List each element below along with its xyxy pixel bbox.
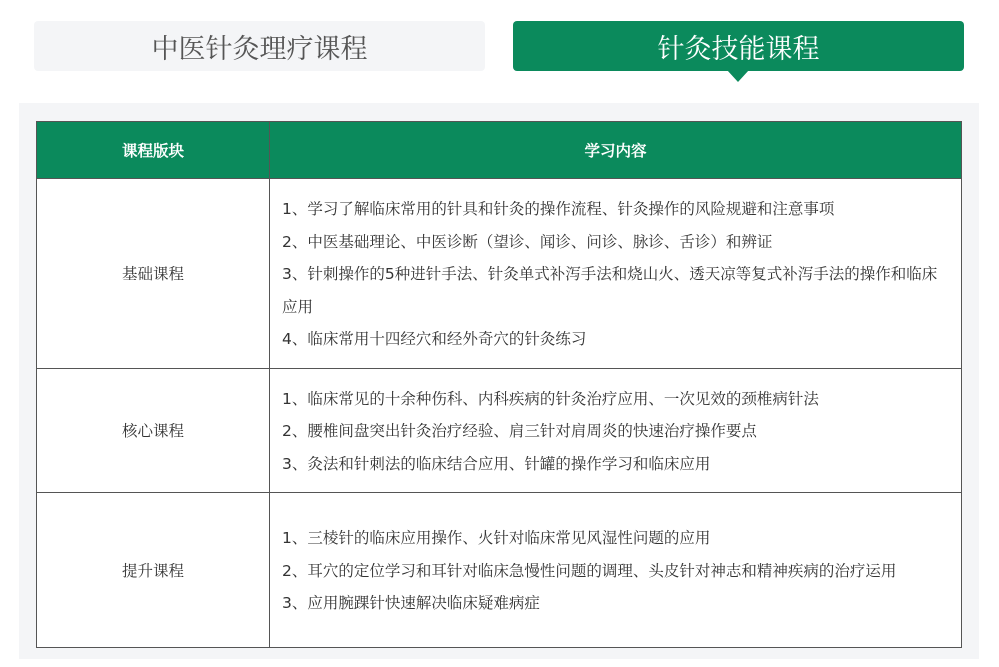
active-tab-pointer-icon — [727, 70, 749, 82]
list-item: 4、临床常用十四经穴和经外奇穴的针灸练习 — [282, 330, 587, 348]
section-content — [270, 368, 962, 493]
course-table — [36, 121, 962, 648]
list-item: 3、灸法和针刺法的临床结合应用、针罐的操作学习和临床应用 — [282, 454, 711, 473]
tab-acupuncture-skills[interactable] — [513, 21, 964, 71]
table-row — [37, 368, 962, 493]
list-item: 2、中医基础理论、中医诊断（望诊、闻诊、问诊、脉诊、舌诊）和辨证 — [282, 232, 773, 251]
tab-tcm-acupuncture-therapy-label: 中医针灸理疗课程 — [151, 33, 368, 65]
section-content — [270, 493, 962, 648]
tab-tcm-acupuncture-therapy[interactable] — [34, 21, 485, 71]
header-section: 课程版块 — [37, 122, 270, 179]
list-item: 2、腰椎间盘突出针灸治疗经验、肩三针对肩周炎的快速治疗操作要点 — [282, 422, 757, 440]
table-header-row — [37, 122, 962, 179]
list-item: 2、耳穴的定位学习和耳针对临床急慢性问题的调理、头皮针对神志和精神疾病的治疗运用 — [282, 561, 897, 580]
section-name: 基础课程 — [37, 179, 270, 369]
section-content — [270, 179, 962, 369]
list-item: 3、针刺操作的5种进针手法、针灸单式补泻手法和烧山火、透天凉等复式补泻手法的操作和临床应用 — [282, 265, 938, 316]
list-item: 1、三棱针的临床应用操作、火针对临床常见风湿性问题的应用 — [282, 529, 711, 548]
header-content: 学习内容 — [270, 122, 962, 179]
list-item: 1、临床常见的十余种伤科、内科疾病的针灸治疗应用、一次见效的颈椎病针法 — [282, 389, 819, 408]
table-row — [37, 179, 962, 369]
table-row — [37, 493, 962, 648]
tab-acupuncture-skills-label: 针灸技能课程 — [657, 33, 820, 65]
section-name: 提升课程 — [37, 493, 270, 648]
list-item: 1、学习了解临床常用的针具和针灸的操作流程、针灸操作的风险规避和注意事项 — [282, 200, 835, 218]
list-item: 3、应用腕踝针快速解决临床疑难病症 — [282, 594, 540, 613]
section-name: 核心课程 — [37, 368, 270, 493]
